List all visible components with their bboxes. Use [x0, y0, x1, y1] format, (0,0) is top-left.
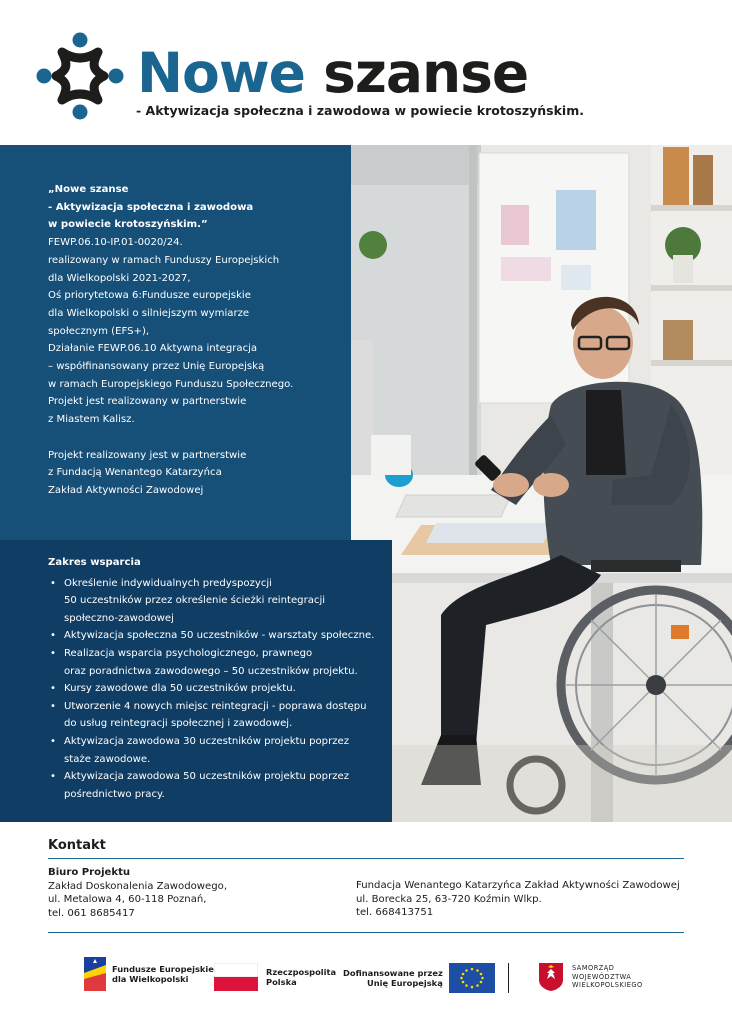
sw-logo-line: WIELKOPOLSKIEGO: [572, 981, 643, 990]
divider: [48, 932, 684, 933]
poland-flag-icon: [214, 963, 258, 991]
fe-logo: [84, 957, 214, 991]
hero-photo-man-in-wheelchair: [351, 145, 732, 822]
contact-line: ul. Metalowa 4, 60-118 Poznań,: [48, 894, 207, 905]
project-info-line: realizowany w ramach Funduszy Europejskich: [48, 254, 280, 266]
list-item: • Utworzenie 4 nowych miejsc reintegracji - poprawa dostępu do usług reintegracji społecznej i zawodowej.: [48, 698, 388, 733]
logo-separator: [508, 963, 509, 993]
project-info-line: Oś priorytetowa 6:Fundusze europejskie: [48, 290, 251, 302]
page-title: [137, 40, 528, 106]
support-scope: [48, 554, 388, 803]
project-name-line: „Nowe szanse: [48, 184, 129, 195]
project-info-line: społecznym (EFS+),: [48, 325, 150, 337]
support-scope-title: Zakres wsparcia: [48, 557, 141, 568]
list-item: • Kursy zawodowe dla 50 uczestników projektu.: [48, 680, 388, 698]
rp-logo: [214, 963, 336, 991]
eu-logo-line: Unię Europejską: [366, 978, 443, 988]
sw-logo: [538, 962, 643, 992]
partner-info-line: z Fundacją Wenantego Katarzyńca: [48, 467, 222, 479]
project-info-line: dla Wielkopolski o silniejszym wymiarze: [48, 307, 250, 319]
project-info-line: dla Wielkopolski 2021-2027,: [48, 272, 191, 284]
project-info-line: – współfinansowany przez Unię Europejską: [48, 361, 265, 373]
contact-phone: tel. 061 8685417: [48, 907, 135, 919]
contact-foundation: [356, 879, 680, 920]
title-word-nowe: Nowe: [137, 41, 305, 105]
project-info-line: z Miastem Kalisz.: [48, 414, 135, 426]
support-scope-list: [48, 575, 388, 804]
project-info-line: Działanie FEWP.06.10 Aktywna integracja: [48, 343, 258, 355]
list-item: • Realizacja wsparcia psychologicznego, prawnego oraz poradnictwa zawodowego – 50 uczestników projektu.: [48, 645, 388, 680]
list-item: • Aktywizacja społeczna 50 uczestników - warsztaty społeczne.: [48, 627, 388, 645]
eu-logo: [343, 963, 495, 993]
fe-logo-line: Fundusze Europejskie: [112, 964, 214, 974]
sw-logo-line: WOJEWÓDZTWA: [572, 972, 632, 981]
contact-heading: Biuro Projektu: [48, 867, 131, 878]
contact-phone: tel. 668413751: [356, 907, 434, 918]
list-item: • Aktywizacja zawodowa 50 uczestników projektu poprzez pośrednictwo pracy.: [48, 768, 388, 803]
project-info-line: FEWP.06.10-IP.01-0020/24.: [48, 237, 183, 249]
contact-line: ul. Borecka 25, 63-720 Koźmin Wlkp.: [356, 893, 542, 905]
rp-logo-line: Polska: [266, 977, 297, 987]
project-name-line: - Aktywizacja społeczna i zawodowa: [48, 201, 254, 213]
wielkopolska-coat-of-arms-icon: [538, 962, 564, 992]
rp-logo-line: Rzeczpospolita: [266, 967, 337, 977]
divider: [48, 858, 684, 859]
partner-info-line: Zakład Aktywności Zawodowej: [48, 484, 204, 496]
project-info-line: w ramach Europejskiego Funduszu Społecznego.: [48, 378, 294, 390]
contact-line: Zakład Doskonalenia Zawodowego,: [48, 880, 228, 892]
contact-project-office: [48, 866, 227, 920]
people-circle-logo-icon: [34, 30, 126, 122]
project-info-line: Projekt jest realizowany w partnerstwie: [48, 396, 247, 408]
partner-info-line: Projekt realizowany jest w partnerstwie: [48, 449, 247, 461]
fe-logo-icon: [84, 957, 106, 991]
list-item: • Aktywizacja zawodowa 30 uczestników projektu poprzez staże zawodowe.: [48, 733, 388, 768]
page-subtitle: - Aktywizacja społeczna i zawodowa w powiecie krotoszyńskim.: [136, 103, 584, 118]
eu-logo-line: Dofinansowane przez: [343, 968, 443, 978]
project-name-line: w powiecie krotoszyńskim.”: [48, 219, 208, 231]
contact-line: Fundacja Wenantego Katarzyńca Zakład Aktywności Zawodowej: [356, 880, 680, 891]
contact-title: Kontakt: [48, 838, 106, 853]
eu-flag-icon: [449, 963, 495, 993]
sw-logo-line: SAMORZĄD: [572, 964, 615, 973]
list-item: • Określenie indywidualnych predyspozycji 50 uczestników przez określenie ścieżki reintegracji społeczno-zawodowej: [48, 575, 388, 628]
fe-logo-line: dla Wielkopolski: [112, 974, 189, 984]
title-word-szanse: szanse: [323, 41, 529, 105]
project-description: [48, 181, 338, 500]
